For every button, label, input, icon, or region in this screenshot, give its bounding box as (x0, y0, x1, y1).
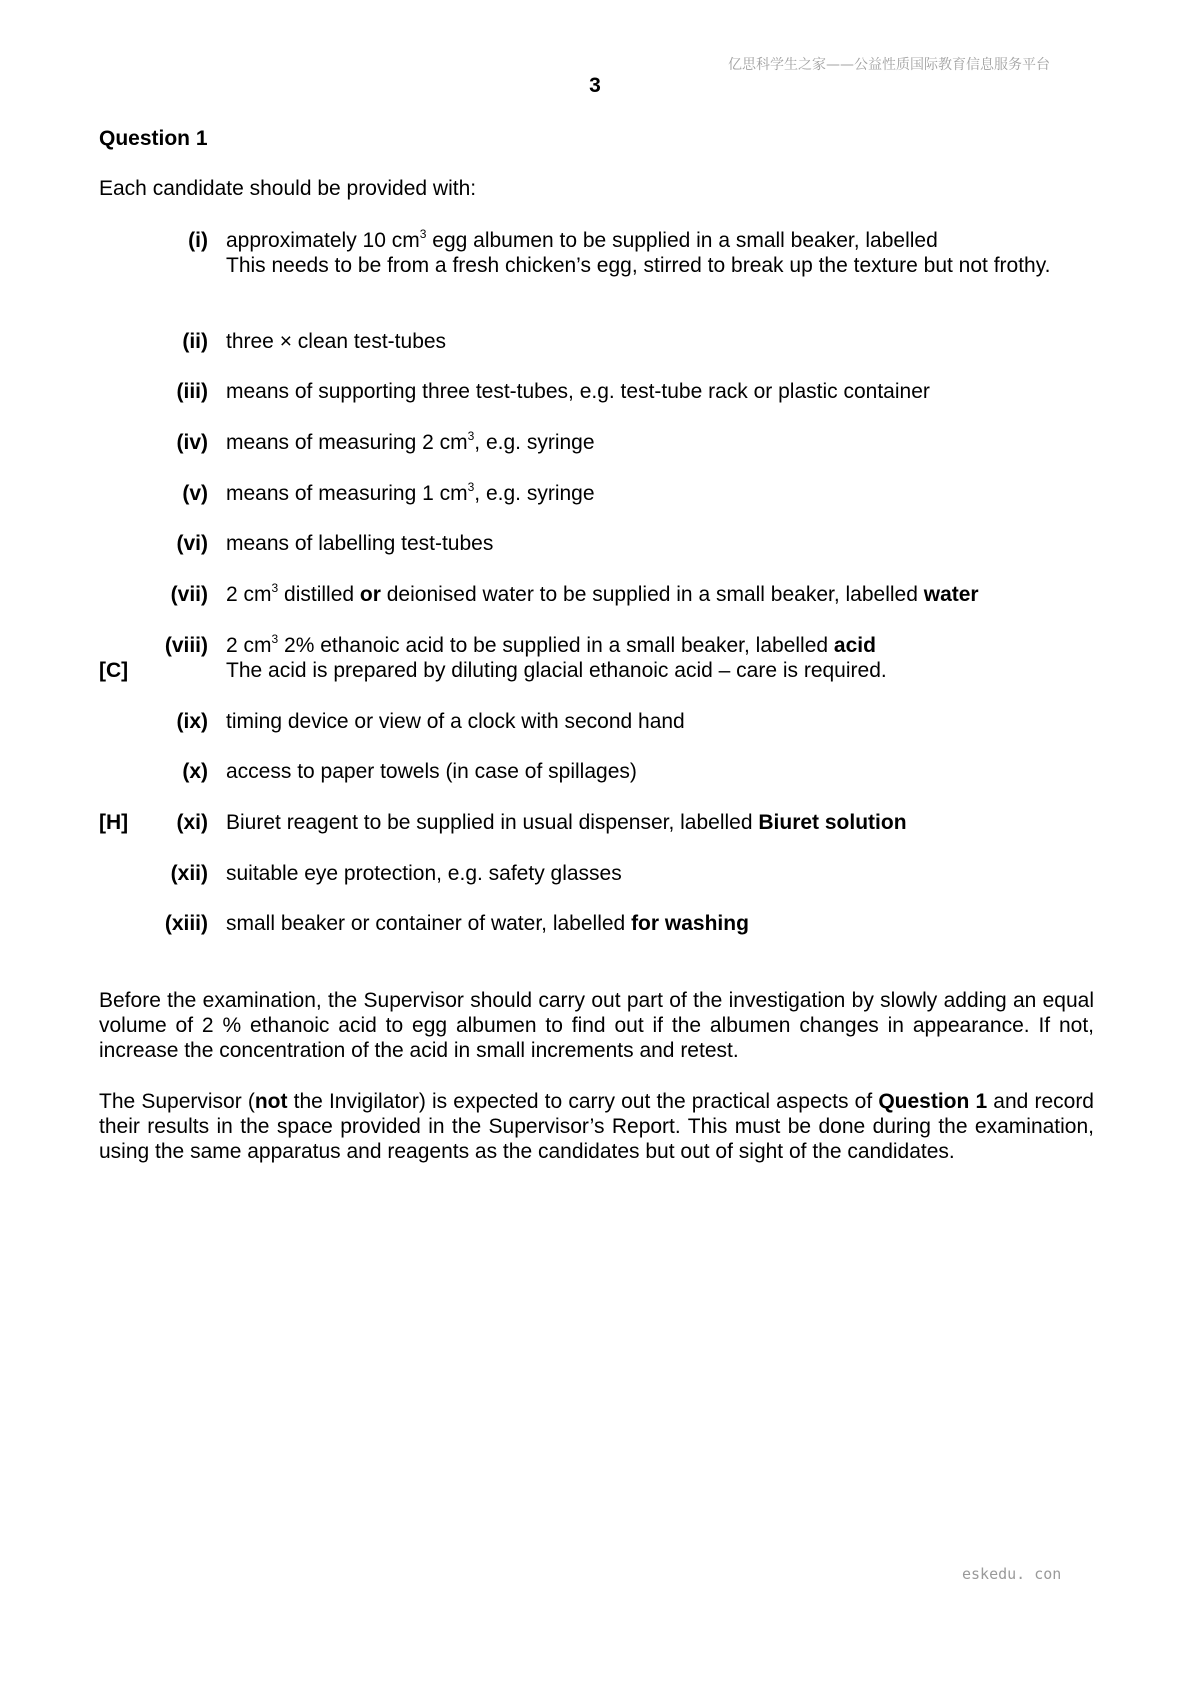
item-number: (v) (182, 482, 208, 505)
item-text-part: 2 cm (226, 583, 272, 606)
superscript: 3 (271, 581, 279, 595)
item-text: means of supporting three test-tubes, e.g. test-tube rack or plastic container (226, 380, 930, 403)
bold-text: Biuret solution (758, 811, 907, 834)
item-number: (x) (182, 760, 208, 783)
question-title: Question 1 (99, 127, 208, 150)
item-text-part: approximately 10 cm (226, 229, 420, 252)
item-number: (xiii) (164, 912, 208, 935)
item-text-part: 2 cm (226, 634, 272, 657)
bold-text: not (254, 1090, 288, 1113)
item-text: suitable eye protection, e.g. safety glasses (226, 862, 622, 885)
item-number: (vii) (170, 583, 208, 606)
item-text (226, 228, 1094, 278)
item-tag: [H] (99, 811, 129, 834)
item-number: (xi) (176, 811, 208, 834)
item-text (226, 810, 1094, 835)
item-text (226, 911, 1094, 936)
item-text-part: , e.g. syringe (474, 431, 595, 454)
item-number: (iv) (176, 431, 208, 454)
item-text: access to paper towels (in case of spillages) (226, 760, 637, 783)
item-text: means of labelling test-tubes (226, 532, 494, 555)
footer-watermark: eskedu. con (962, 1565, 1062, 1583)
question-intro: Each candidate should be provided with: (99, 177, 477, 200)
supervisor-report-instructions (99, 1089, 1094, 1164)
item-note: The acid is prepared by diluting glacial ethanoic acid – care is required. (226, 659, 887, 682)
item-text-part: small beaker or container of water, labelled (226, 912, 632, 935)
item-text: timing device or view of a clock with second hand (226, 710, 685, 733)
page-number: 3 (589, 74, 601, 97)
bold-text: or (359, 583, 381, 606)
item-note: This needs to be from a fresh chicken’s egg, stirred to break up the texture but not frothy. (226, 254, 1051, 277)
item-number: (iii) (176, 380, 208, 403)
item-number: (i) (188, 229, 208, 252)
item-text (226, 582, 1094, 607)
item-text-part: means of measuring 1 cm (226, 482, 468, 505)
item-number: (vi) (176, 532, 208, 555)
superscript: 3 (271, 632, 279, 646)
supervisor-instructions: Before the examination, the Supervisor should carry out part of the investigation by slowly adding an equal volume of 2 % ethanoic acid to egg albumen to find out if the albumen changes in appearance. If not, increase the concentration of the acid in small increments and retest. (99, 989, 1094, 1062)
paragraph-part: and record their results in the space provided in the Supervisor’s Report. This must be done during the examination, using the same apparatus and reagents as the candidates but out of sight of the candidates. (99, 1090, 1094, 1163)
item-text-part: Biuret reagent to be supplied in usual dispenser, labelled (226, 811, 759, 834)
item-text (226, 633, 1094, 683)
item-number: (xii) (170, 862, 208, 885)
item-text (226, 481, 1094, 506)
item-tag: [C] (99, 659, 129, 682)
item-text: three × clean test-tubes (226, 330, 447, 353)
superscript: 3 (467, 480, 475, 494)
item-text-part: distilled (278, 583, 360, 606)
bold-text: acid (833, 634, 876, 657)
watermark: 亿思科学生之家——公益性质国际教育信息服务平台 (728, 57, 1050, 73)
bold-text: for washing (631, 912, 749, 935)
bold-text: Question 1 (878, 1090, 988, 1113)
item-number: (viii) (164, 634, 208, 657)
superscript: 3 (467, 429, 475, 443)
item-text-part: , e.g. syringe (474, 482, 595, 505)
item-number: (ii) (182, 330, 208, 353)
item-text-part: deionised water to be supplied in a small beaker, labelled (380, 583, 924, 606)
superscript: 3 (419, 227, 427, 241)
bold-text: water (923, 583, 979, 606)
item-text-part: egg albumen to be supplied in a small beaker, labelled (426, 229, 938, 252)
item-text (226, 430, 1094, 455)
paragraph-part: The Supervisor ( (99, 1090, 255, 1113)
item-text-part: 2% ethanoic acid to be supplied in a small beaker, labelled (278, 634, 834, 657)
paragraph-part: the Invigilator) is expected to carry out the practical aspects of (287, 1090, 879, 1113)
item-number: (ix) (176, 710, 208, 733)
item-text-part: means of measuring 2 cm (226, 431, 468, 454)
